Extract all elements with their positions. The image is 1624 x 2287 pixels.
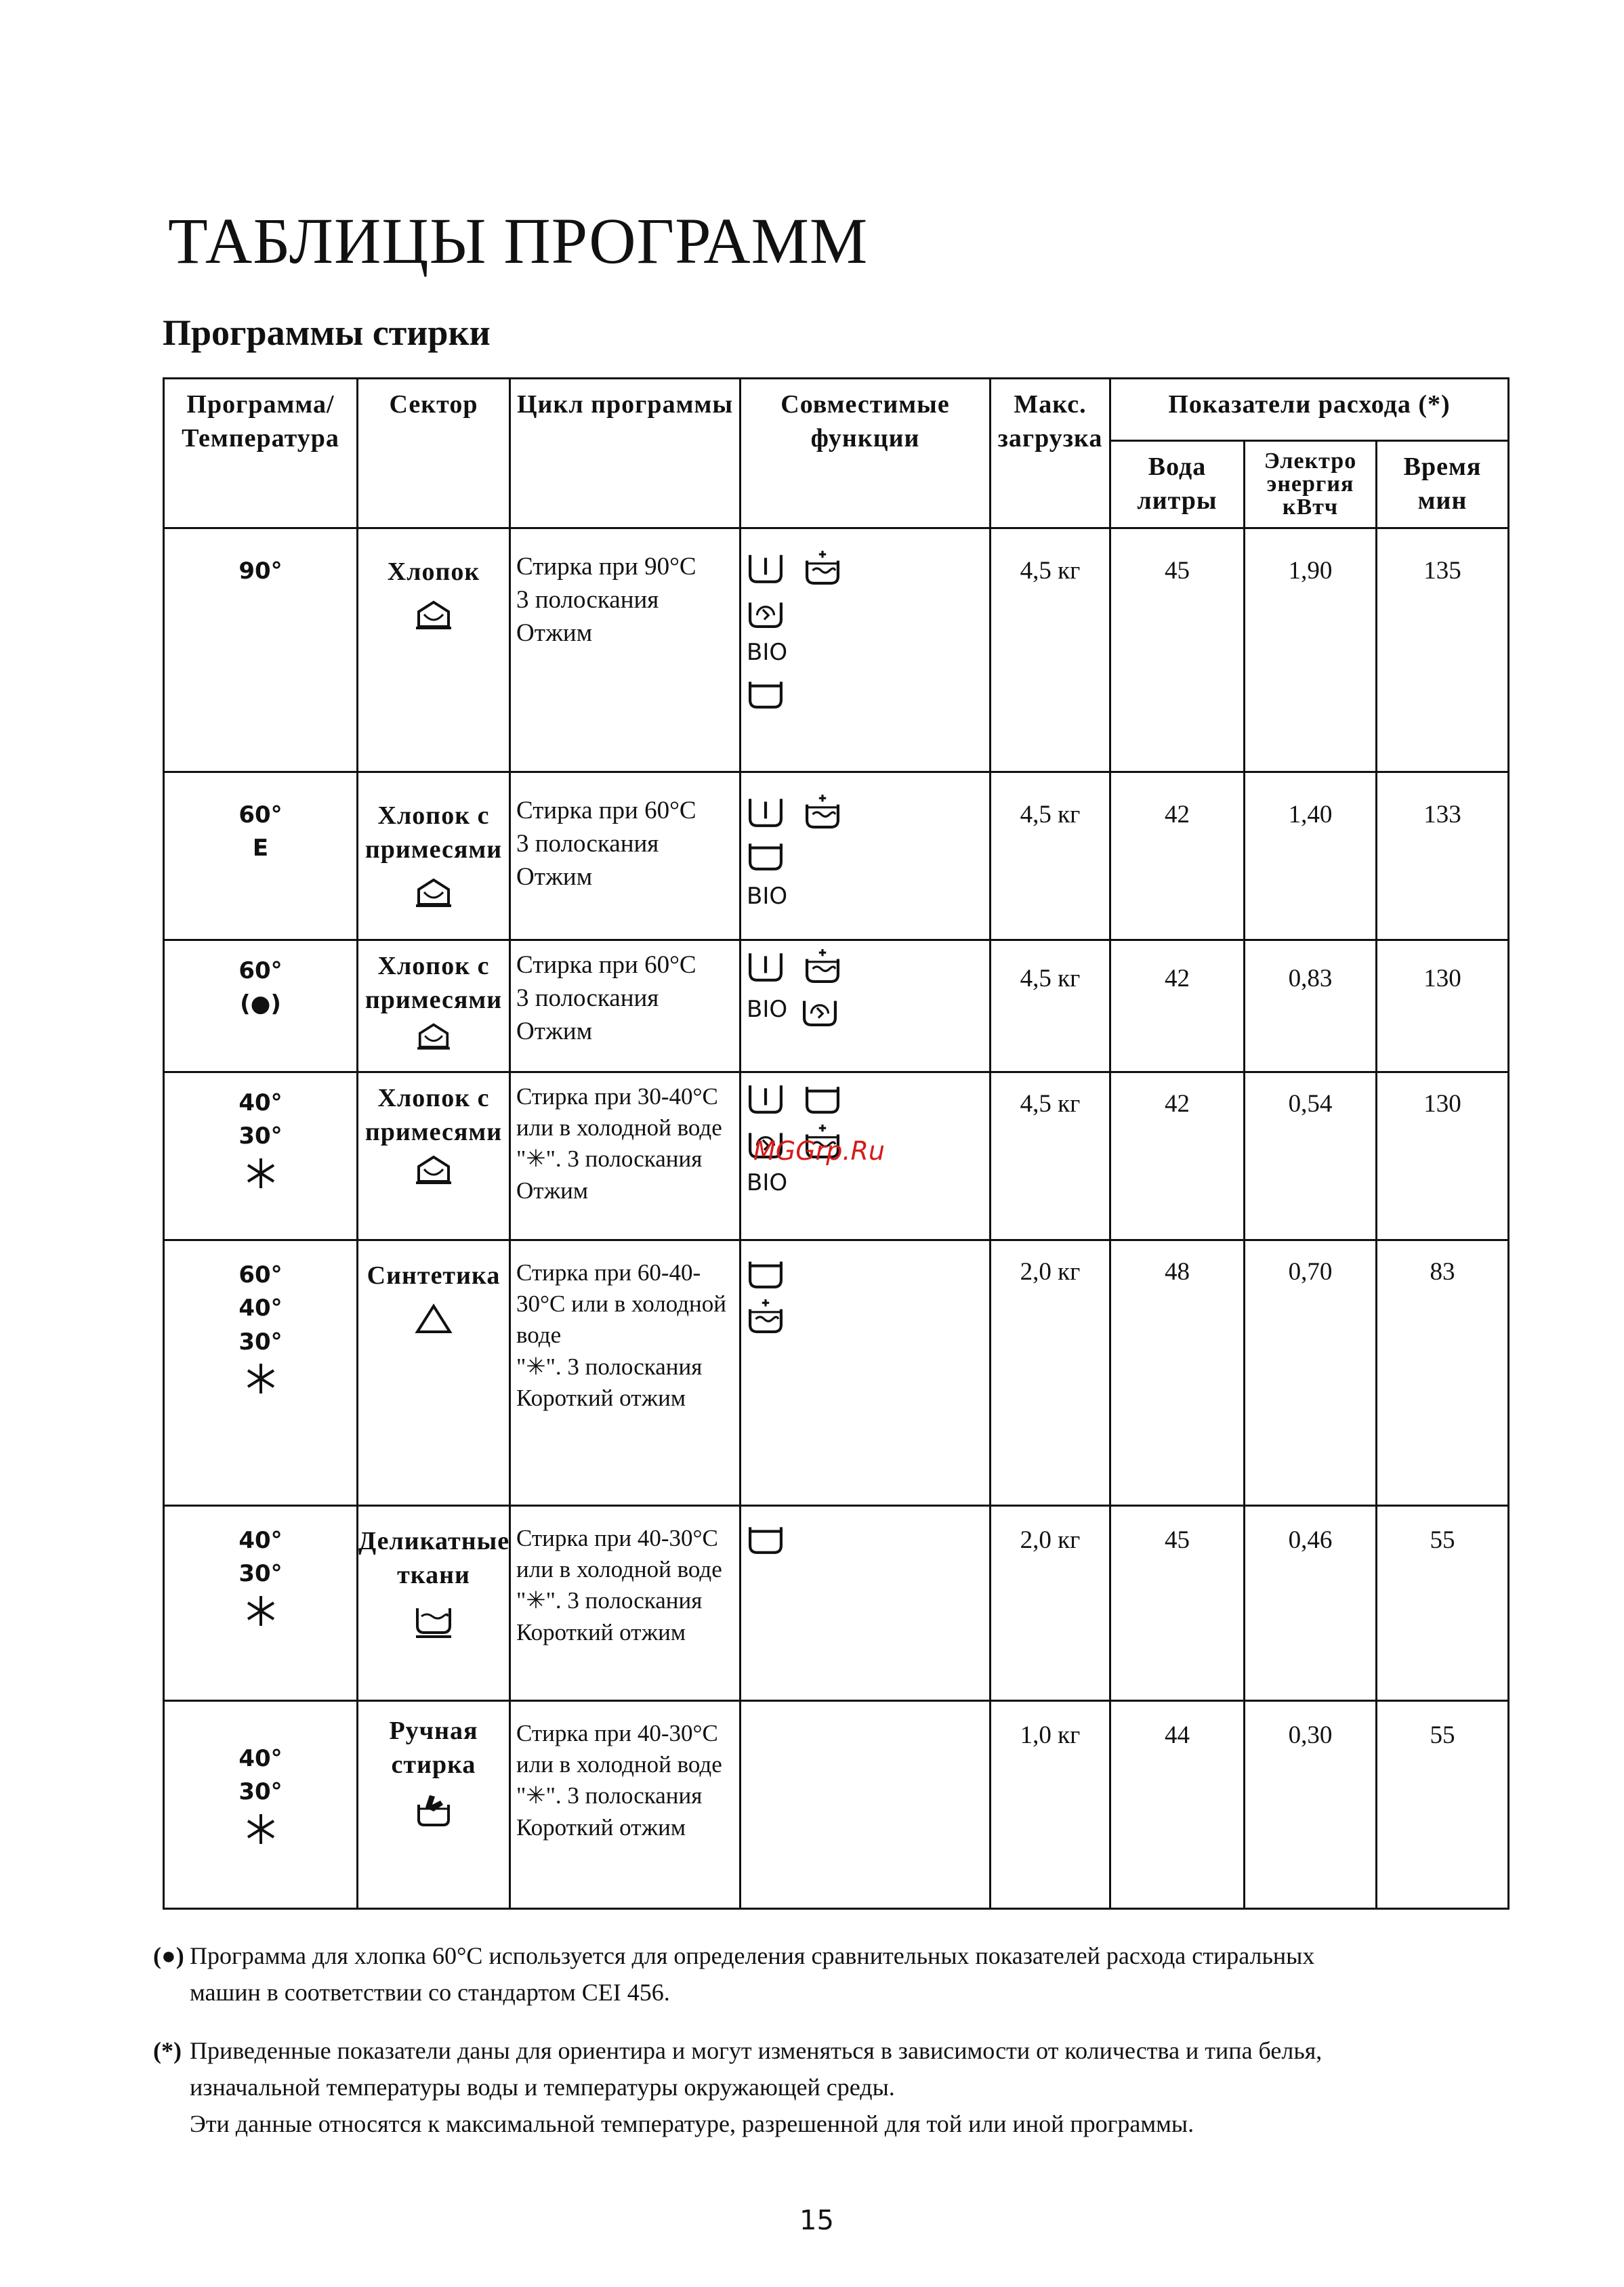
max-load-cell: 4,5 кг <box>991 528 1110 772</box>
cold-water-snowflake-icon <box>244 1362 278 1396</box>
temp-value: 40° <box>238 1089 283 1116</box>
water-cell: 42 <box>1110 772 1245 940</box>
bio-label: BIO <box>747 1169 788 1196</box>
program-temp-cell <box>164 528 358 772</box>
max-load-cell: 4,5 кг <box>991 940 1110 1072</box>
program-temp-cell <box>164 940 358 1072</box>
page-number: 15 <box>799 2205 834 2236</box>
footnote-dot-mark: (●) <box>153 1942 184 1969</box>
water-cell: 45 <box>1110 1506 1245 1701</box>
header-cycle: Цикл программы <box>510 379 741 528</box>
time-cell: 133 <box>1377 772 1509 940</box>
cycle-line: Отжим <box>516 618 593 647</box>
energy-cell: 0,30 <box>1245 1701 1377 1909</box>
cotton-icon <box>413 598 454 632</box>
temp-value: 60° <box>238 801 283 828</box>
watermark: MGGrp.Ru <box>753 1136 885 1166</box>
sector-label: Хлопок с примесями <box>365 1084 503 1147</box>
cycle-line: Отжим <box>516 862 593 891</box>
cycle-line: Отжим <box>516 1017 593 1045</box>
footnote-star-text: Эти данные относятся к максимальной температуре, разрешенной для той или иной программы. <box>190 2110 1194 2137</box>
sector-cell <box>358 1701 510 1909</box>
cycle-line: Стирка при 30-40°C или в холодной воде <box>516 1083 722 1141</box>
cycle-line: 3 полоскания <box>516 984 659 1012</box>
temp-value: 30° <box>238 1122 283 1150</box>
energy-cell: 1,40 <box>1245 772 1377 940</box>
cycle-line: Короткий отжим <box>516 1813 686 1841</box>
sector-cell <box>358 940 510 1072</box>
header-consumption: Показатели расхода (*) <box>1110 379 1509 441</box>
cycle-line: Стирка при 60°C <box>516 797 696 824</box>
cycle-line: Стирка при 40-30°C или в холодной воде <box>516 1525 722 1583</box>
header-time: Время мин <box>1377 441 1509 528</box>
energy-cell: 0,54 <box>1245 1072 1377 1240</box>
table-row <box>164 772 1509 940</box>
header-functions: Совместимые функции <box>741 379 991 528</box>
header-program-temp: Программа/ Температура <box>164 379 358 528</box>
cycle-cell <box>510 1072 741 1240</box>
max-load-cell: 2,0 кг <box>991 1240 1110 1506</box>
soak-icon <box>804 795 841 828</box>
half-load-icon <box>804 1081 841 1115</box>
temp-value: 60° <box>238 1261 283 1288</box>
water-cell: 42 <box>1110 1072 1245 1240</box>
max-load-cell: 1,0 кг <box>991 1701 1110 1909</box>
temp-value: 90° <box>238 558 283 585</box>
footnote-star-text: Приведенные показатели даны для ориентира и могут изменяться в зависимости от количества и типа белья, <box>190 2037 1323 2064</box>
energy-cell: 0,70 <box>1245 1240 1377 1506</box>
cycle-line: Стирка при 60°C <box>516 951 696 979</box>
functions-cell <box>741 940 991 1072</box>
energy-cell: 0,83 <box>1245 940 1377 1072</box>
sector-label: Хлопок с примесями <box>365 952 503 1015</box>
functions-cell <box>741 772 991 940</box>
hand-wash-icon <box>415 1791 453 1829</box>
header-energy: Электро энергия кВтч <box>1245 441 1377 528</box>
water-cell: 44 <box>1110 1701 1245 1909</box>
prewash-icon <box>747 1081 785 1115</box>
half-load-icon <box>747 1256 785 1290</box>
cold-water-snowflake-icon <box>244 1156 278 1190</box>
table-row <box>164 528 1509 772</box>
cycle-line: Стирка при 60-40-30°C или в холодной воде <box>516 1259 726 1349</box>
footnote-dot-text: машин в соответствии со стандартом CEI 456. <box>190 1979 670 2006</box>
time-cell: 55 <box>1377 1701 1509 1909</box>
water-cell: 48 <box>1110 1240 1245 1506</box>
soak-icon <box>804 551 841 585</box>
program-temp-cell <box>164 1701 358 1909</box>
cycle-cell <box>510 1506 741 1701</box>
soak-icon <box>747 1299 785 1333</box>
cycle-cell <box>510 940 741 1072</box>
cotton-icon <box>413 1021 454 1052</box>
soak-icon <box>804 949 841 983</box>
table-row <box>164 940 1509 1072</box>
program-temp-cell <box>164 1240 358 1506</box>
spin-icon <box>801 992 839 1026</box>
program-temp-cell <box>164 1506 358 1701</box>
section-title: Программы стирки <box>163 312 491 353</box>
temp-value: E <box>252 835 269 862</box>
header-max-load: Макс. загрузка <box>991 379 1110 528</box>
temp-value: 40° <box>238 1527 283 1554</box>
temp-value: 60° <box>238 957 283 984</box>
cycle-line: Стирка при 40-30°C или в холодной воде <box>516 1720 722 1778</box>
energy-cell: 1,90 <box>1245 528 1377 772</box>
header-sector: Сектор <box>358 379 510 528</box>
half-load-icon <box>747 1522 785 1555</box>
half-load-icon <box>747 676 785 710</box>
cycle-cell <box>510 1240 741 1506</box>
energy-cell: 0,46 <box>1245 1506 1377 1701</box>
max-load-cell: 2,0 кг <box>991 1506 1110 1701</box>
synthetics-triangle-icon <box>415 1302 453 1336</box>
temp-value: 40° <box>238 1745 283 1772</box>
cycle-line: "✳". 3 полоскания <box>516 1146 703 1173</box>
cycle-line: Отжим <box>516 1177 589 1204</box>
functions-cell <box>741 1240 991 1506</box>
cotton-icon <box>413 876 454 910</box>
cycle-cell <box>510 772 741 940</box>
sector-label: Деликатные ткани <box>358 1527 510 1590</box>
time-cell: 135 <box>1377 528 1509 772</box>
table-row <box>164 1506 1509 1701</box>
cycle-line: "✳". 3 полоскания <box>516 1782 703 1809</box>
cycle-line: Короткий отжим <box>516 1384 686 1411</box>
cycle-line: "✳". 3 полоскания <box>516 1587 703 1614</box>
header-water: Вода литры <box>1110 441 1245 528</box>
prewash-icon <box>747 795 785 828</box>
temp-value: 30° <box>238 1328 283 1356</box>
cold-water-snowflake-icon <box>244 1812 278 1846</box>
sector-cell <box>358 528 510 772</box>
temp-value: 40° <box>238 1295 283 1322</box>
temp-value: 30° <box>238 1560 283 1588</box>
prewash-icon <box>747 551 785 585</box>
time-cell: 83 <box>1377 1240 1509 1506</box>
sector-cell <box>358 1072 510 1240</box>
functions-cell <box>741 1701 991 1909</box>
footnote-dot-text: Программа для хлопка 60°C используется для определения сравнительных показателей расхода стиральных <box>190 1942 1315 1969</box>
footnote-dot <box>153 1937 1508 2011</box>
bio-label: BIO <box>747 639 788 666</box>
max-load-cell: 4,5 кг <box>991 1072 1110 1240</box>
water-cell: 42 <box>1110 940 1245 1072</box>
cycle-cell <box>510 528 741 772</box>
bio-label: BIO <box>747 883 788 910</box>
water-cell: 45 <box>1110 528 1245 772</box>
program-temp-cell <box>164 1072 358 1240</box>
time-cell: 55 <box>1377 1506 1509 1701</box>
table-row <box>164 1240 1509 1506</box>
sector-label: Хлопок <box>387 558 480 586</box>
half-load-icon <box>747 838 785 872</box>
table-row <box>164 1701 1509 1909</box>
functions-cell <box>741 528 991 772</box>
time-cell: 130 <box>1377 1072 1509 1240</box>
footnote-star-mark: (*) <box>153 2037 182 2064</box>
cycle-cell <box>510 1701 741 1909</box>
delicate-tub-icon <box>413 1601 454 1638</box>
sector-label: Синтетика <box>367 1261 501 1290</box>
time-cell: 130 <box>1377 940 1509 1072</box>
cycle-line: Стирка при 90°C <box>516 553 696 581</box>
cold-water-snowflake-icon <box>244 1594 278 1628</box>
page-title: ТАБЛИЦЫ ПРОГРАММ <box>168 205 869 277</box>
footnote-star <box>153 2032 1508 2142</box>
sector-cell <box>358 1240 510 1506</box>
sector-label: Хлопок с примесями <box>365 801 503 864</box>
sector-label: Ручная стирка <box>389 1717 478 1780</box>
cycle-line: "✳". 3 полоскания <box>516 1353 703 1380</box>
cycle-line: Короткий отжим <box>516 1618 686 1645</box>
cotton-icon <box>413 1153 454 1187</box>
sector-cell <box>358 772 510 940</box>
temp-value: 30° <box>238 1778 283 1806</box>
functions-cell <box>741 1506 991 1701</box>
footnote-star-text: изначальной температуры воды и температуры окружающей среды. <box>190 2074 895 2101</box>
spin-icon <box>747 594 785 628</box>
program-temp-cell <box>164 772 358 940</box>
sector-cell <box>358 1506 510 1701</box>
max-load-cell: 4,5 кг <box>991 772 1110 940</box>
prewash-icon <box>747 949 785 983</box>
cycle-line: 3 полоскания <box>516 585 659 614</box>
cycle-line: 3 полоскания <box>516 829 659 858</box>
temp-value: (●) <box>240 990 281 1018</box>
bio-label: BIO <box>747 995 788 1023</box>
